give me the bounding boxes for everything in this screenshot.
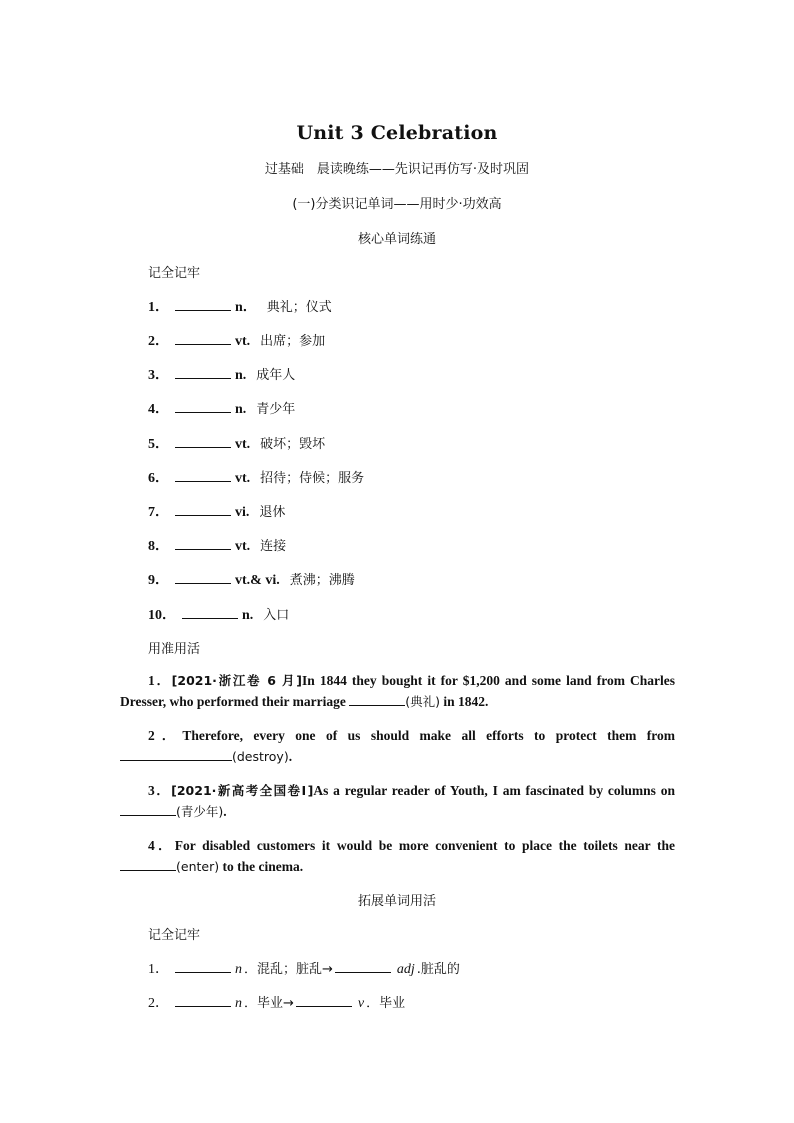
example-number: 1． [148,673,172,688]
example-number: 2． [148,728,183,743]
example-sentence-3 [120,780,675,822]
memorize-label-2: 记全记牢 [148,928,201,943]
extended-pos: n [235,996,242,1011]
extended-item [148,958,460,978]
example-hint: (destroy) [232,749,289,764]
answer-blank[interactable] [182,606,238,619]
vocab-number: 10． [148,608,176,623]
vocab-item [148,569,355,589]
vocab-meaning: 破坏；毁坏 [260,437,326,452]
extended-pos: v [357,996,365,1011]
answer-blank[interactable] [335,960,391,973]
example-sentence-1 [120,670,675,712]
vocab-meaning: 招待；侍候；服务 [260,471,365,486]
answer-blank[interactable] [349,693,405,706]
example-hint: (enter) [176,859,220,874]
vocab-meaning: 出席；参加 [260,334,326,349]
vocab-meaning: 煮沸；沸腾 [289,573,355,588]
extended-pos: n [235,962,242,977]
vocab-item [148,535,286,555]
vocab-meaning: 入口 [263,608,290,623]
example-text: For disabled customers it would be more convenient to place the toilets near the [174,838,675,853]
extended-number: 1． [148,962,169,977]
vocab-pos: n. [235,368,247,383]
vocab-item [148,398,295,418]
answer-blank[interactable] [175,994,231,1007]
subtitle-category: (一)分类识记单词——用时少·功效高 [292,197,502,212]
vocab-pos: n. [242,608,254,623]
example-sentence-4 [120,835,675,877]
answer-blank[interactable] [120,858,176,871]
vocab-item [148,296,332,316]
answer-blank[interactable] [120,748,232,761]
vocab-number: 6． [148,471,169,486]
vocab-pos: n． [235,300,257,315]
answer-blank[interactable] [175,366,231,379]
example-text-end: . [223,804,227,819]
example-number: 4． [148,838,175,853]
example-text-end: to the cinema. [219,859,304,874]
example-text-end: . [288,749,293,764]
vocab-item [148,467,364,487]
memorize-label: 记全记牢 [148,266,201,281]
extended-pos: adj [396,962,415,977]
section-heading-core-words: 核心单词练通 [357,232,436,247]
vocab-item [148,501,285,521]
answer-blank[interactable] [175,298,231,311]
example-number: 3． [148,783,172,798]
answer-blank[interactable] [120,803,176,816]
subtitle-practice: 过基础 晨读晚练——先识记再仿写·及时巩固 [264,162,530,177]
answer-blank[interactable] [175,960,231,973]
extended-item [148,992,405,1012]
answer-blank[interactable] [175,537,231,550]
example-source: [2021·浙江卷 6 月] [171,673,302,688]
section-heading-extended-words: 拓展单词用活 [357,894,436,909]
vocab-number: 3． [148,368,169,383]
answer-blank[interactable] [175,571,231,584]
example-source: [2021·新高考全国卷Ⅰ] [171,783,314,798]
vocab-item [148,364,295,384]
example-text-end: in 1842. [439,694,489,709]
example-text: In 1844 they bought it for $1,200 and some land from Charles Dresser, who performed their marriage [120,673,676,709]
answer-blank[interactable] [175,469,231,482]
extended-meaning: ．毕业→ [244,996,294,1011]
extended-number: 2． [148,996,169,1011]
vocab-number: 4． [148,402,169,417]
vocab-item [148,604,289,624]
usage-label: 用准用活 [148,642,201,657]
vocab-pos: n. [235,402,247,417]
vocab-meaning: 成年人 [256,368,296,383]
vocab-pos: vt.& vi. [235,573,280,588]
example-text: Therefore, every one of us should make all efforts to protect them from [182,728,676,743]
vocab-number: 1． [148,300,169,315]
answer-blank[interactable] [175,332,231,345]
answer-blank[interactable] [175,503,231,516]
extended-meaning: ．毕业 [366,996,406,1011]
vocab-meaning: 连接 [260,539,287,554]
answer-blank[interactable] [175,400,231,413]
vocab-number: 8． [148,539,169,554]
vocab-item [148,433,325,453]
example-text: As a regular reader of Youth, I am fascinated by columns on [313,783,675,798]
example-hint: (典礼) [405,694,440,709]
vocab-number: 2． [148,334,169,349]
example-hint: (青少年) [176,804,224,819]
vocab-pos: vt. [235,471,251,486]
vocab-meaning: 青少年 [256,402,296,417]
page-title: Unit 3 Celebration [296,122,498,144]
vocab-pos: vt. [235,539,251,554]
vocab-number: 5． [148,437,169,452]
extended-meaning: .脏乱的 [416,962,460,977]
vocab-pos: vt. [235,334,251,349]
answer-blank[interactable] [296,994,352,1007]
vocab-pos: vi. [235,505,250,520]
vocab-number: 7． [148,505,169,520]
answer-blank[interactable] [175,435,231,448]
vocab-pos: vt. [235,437,251,452]
vocab-number: 9． [148,573,169,588]
vocab-meaning: 典礼；仪式 [266,300,332,315]
vocab-item [148,330,325,350]
extended-meaning: ．混乱；脏乱→ [244,962,333,977]
vocab-meaning: 退休 [259,505,286,520]
example-sentence-2 [120,725,675,767]
